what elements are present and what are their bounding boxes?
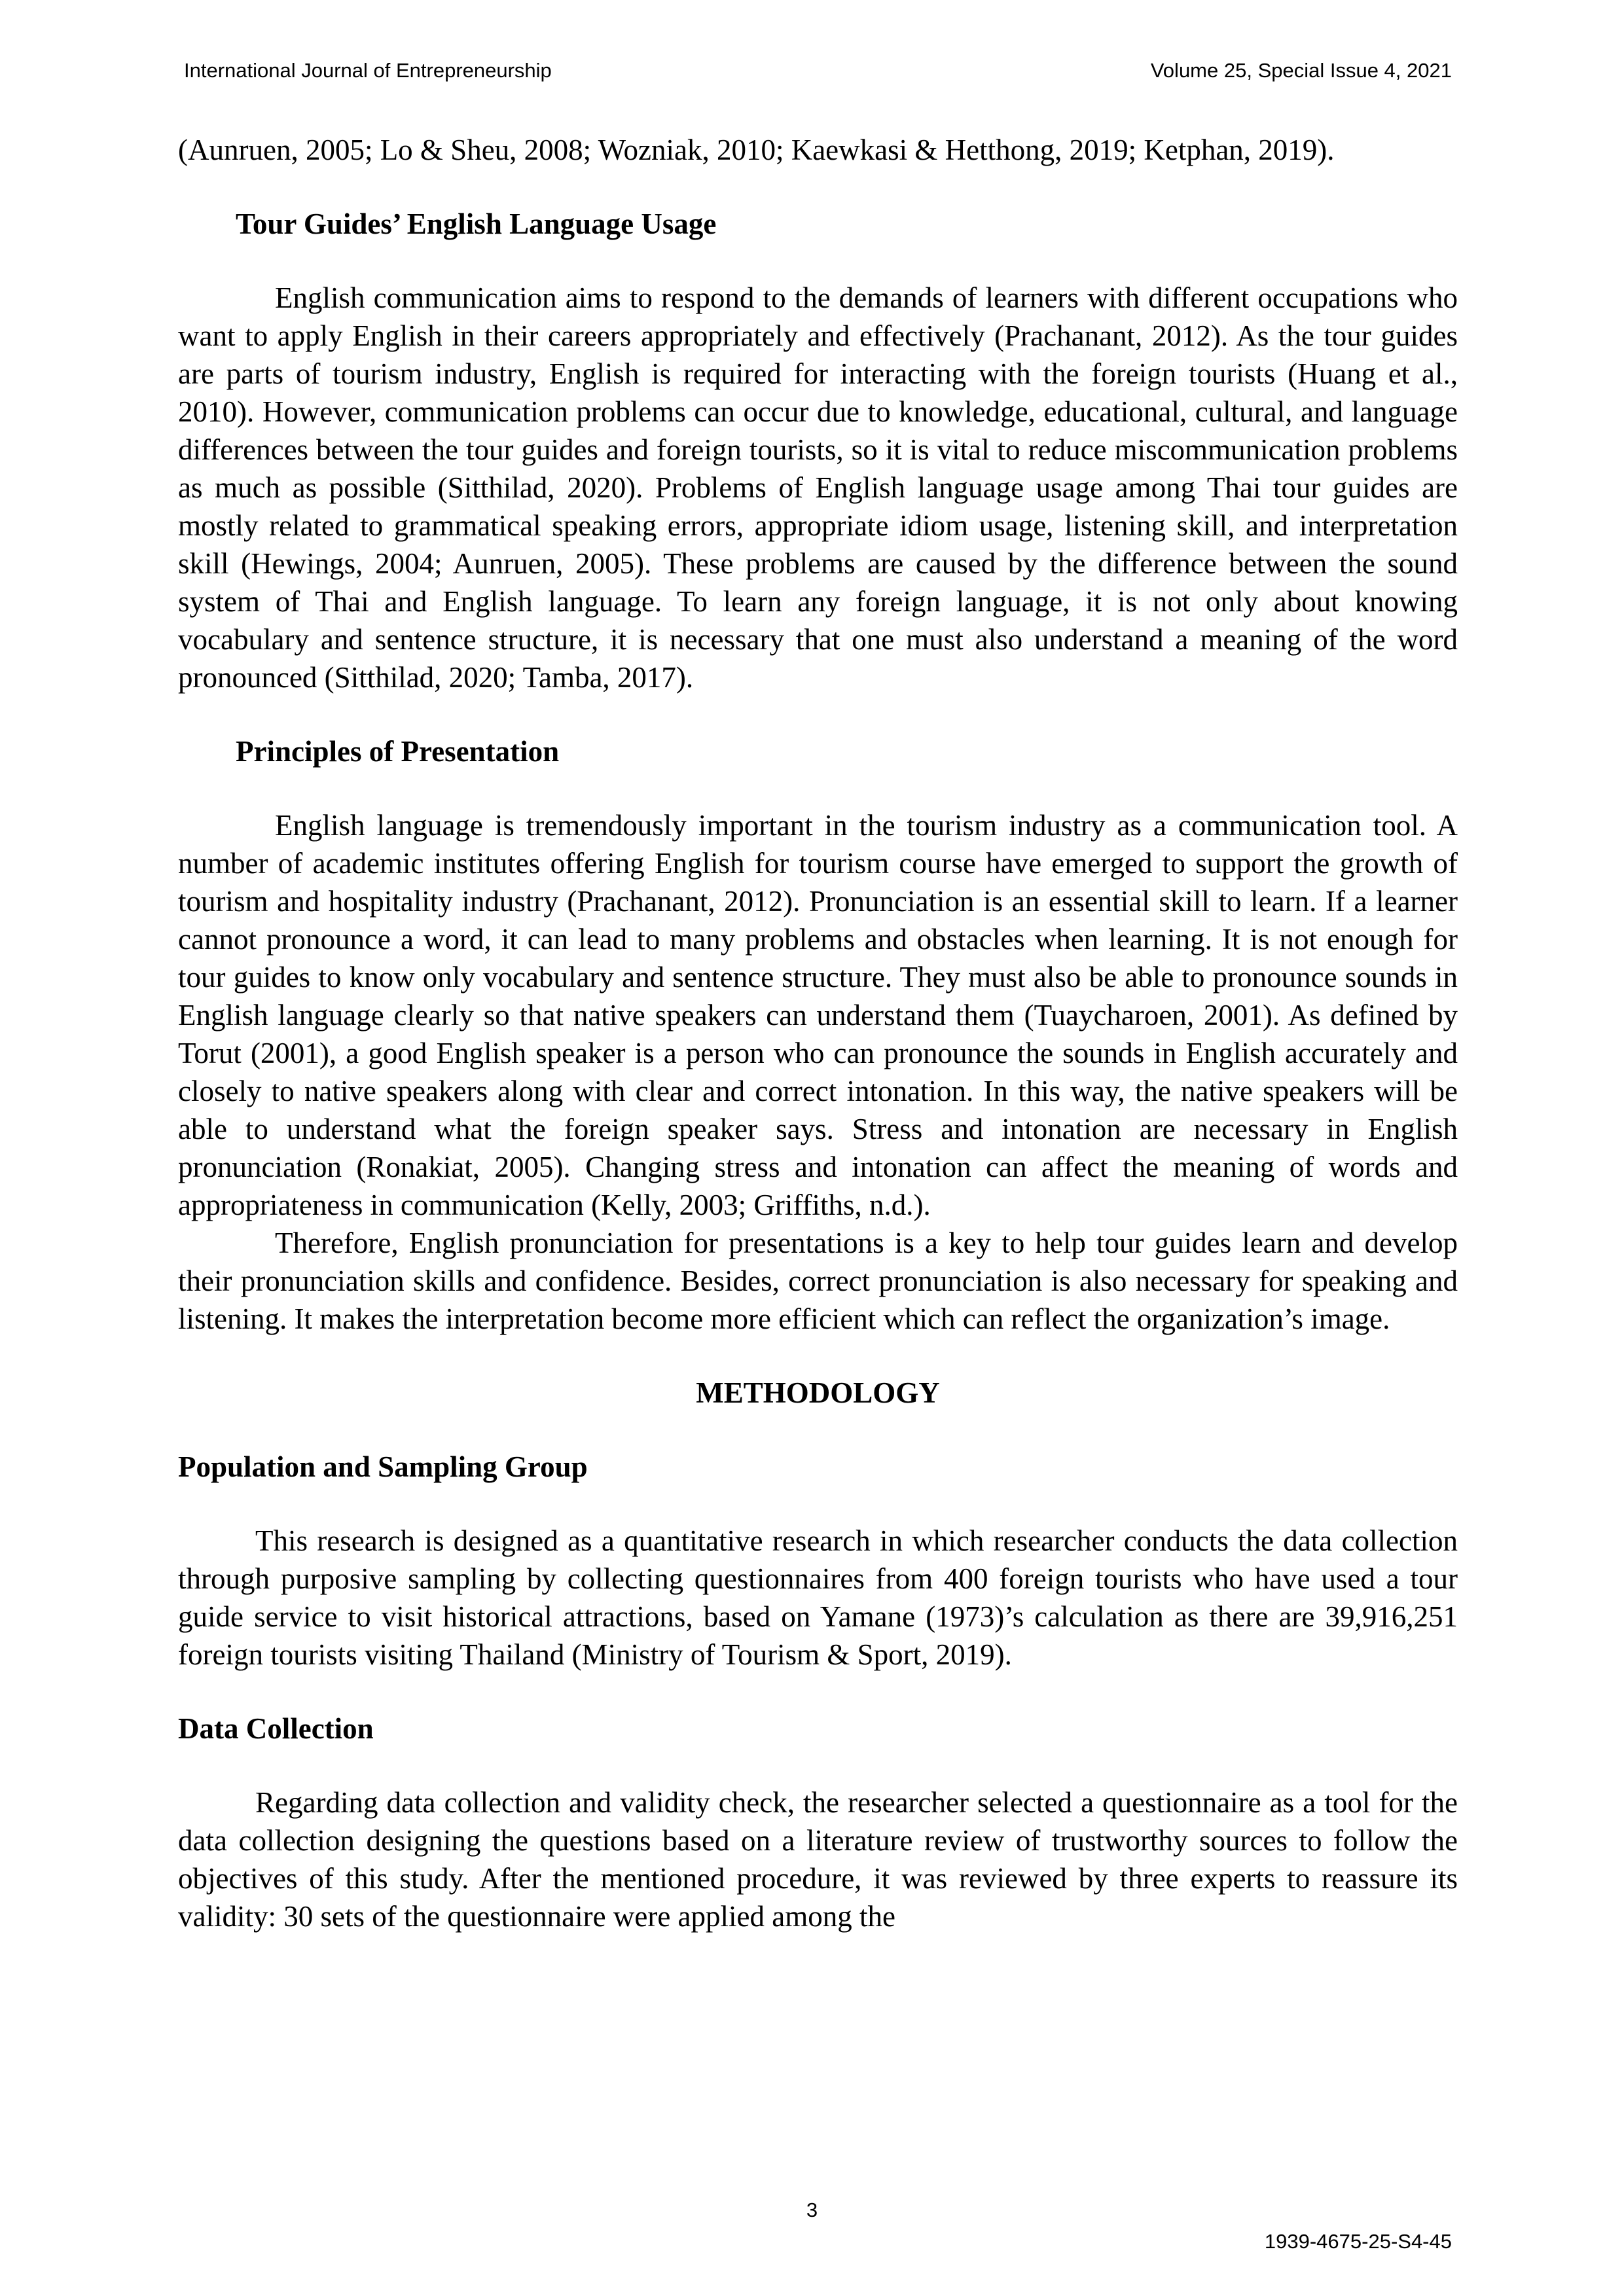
page-number: 3 [806,2198,818,2221]
data-collection-heading: Data Collection [178,1712,374,1745]
population-paragraph: This research is designed as a quantitative research in which researcher conducts the data collection through purposive sampling by collecting questionnaires from 400 foreign tourists who have used a tour guide service to visit historical attractions, based on Yamane (1973)’s calculation as there are 39,916,251 foreign tourists visiting Thailand (Ministry of Tourism & Sport, 2019). [178,1524,1458,1671]
issn-footer: 1939-4675-25-S4-45 [1264,2230,1452,2253]
data-collection-paragraph: Regarding data collection and validity check, the researcher selected a questionnaire as a tool for the data collection designing the questions based on a literature review of trustworthy sources to follow the objectives of this study. After the mentioned procedure, it was reviewed by three experts to reassure its validity: 30 sets of the questionnaire were applied among the [178,1786,1458,1933]
methodology-heading: METHODOLOGY [696,1376,940,1409]
journal-name: International Journal of Entrepreneurship [184,59,552,82]
usage-heading: Tour Guides’ English Language Usage [236,207,717,240]
population-heading: Population and Sampling Group [178,1450,588,1483]
principles-paragraph-1: English language is tremendously important in the tourism industry as a communication tool. A number of academic institutes offering English for tourism course have emerged to support the growth of tourism and hospitality industry (Prachanant, 2012). Pronunciation is an essential skill to learn. If a learner cannot pronounce a word, it can lead to many problems and obstacles when learning. It is not enough for tour guides to know only vocabulary and sentence structure. They must also be able to pronounce sounds in English language clearly so that native speakers can understand them (Tuaycharoen, 2001). As defined by Torut (2001), a good English speaker is a person who can pronounce the sounds in English accurately and closely to native speakers along with clear and correct intonation. In this way, the native speakers will be able to understand what the foreign speaker says. Stress and intonation are necessary in English pronunciation (Ronakiat, 2005). Changing stress and intonation can affect the meaning of words and appropriateness in communication (Kelly, 2003; Griffiths, n.d.). [178,809,1458,1221]
running-header [184,58,1452,84]
article-body [178,131,1458,1935]
volume-issue: Volume 25, Special Issue 4, 2021 [1150,59,1452,82]
principles-heading: Principles of Presentation [236,735,560,768]
usage-paragraph: English communication aims to respond to the demands of learners with different occupations who want to apply English in their careers appropriately and effectively (Prachanant, 2012). As the tour guides are parts of tourism industry, English is required for interacting with the foreign tourists (Huang et al., 2010). However, communication problems can occur due to knowledge, educational, cultural, and language differences between the tour guides and foreign tourists, so it is vital to reduce miscommunication problems as much as possible (Sitthilad, 2020). Problems of English language usage among Thai tour guides are mostly related to grammatical speaking errors, appropriate idiom usage, listening skill, and interpretation skill (Hewings, 2004; Aunruen, 2005). These problems are caused by the difference between the sound system of Thai and English language. To learn any foreign language, it is not only about knowing vocabulary and sentence structure, it is necessary that one must also understand a meaning of the word pronounced (Sitthilad, 2020; Tamba, 2017). [178,281,1458,694]
principles-paragraph-2: Therefore, English pronunciation for presentations is a key to help tour guides learn and develop their pronunciation skills and confidence. Besides, correct pronunciation is also necessary for speaking and listening. It makes the interpretation become more efficient which can reflect the organization’s image. [178,1227,1458,1335]
continuation-paragraph: (Aunruen, 2005; Lo & Sheu, 2008; Wozniak, 2010; Kaewkasi & Hetthong, 2019; Ketphan, 2019). [178,134,1335,166]
